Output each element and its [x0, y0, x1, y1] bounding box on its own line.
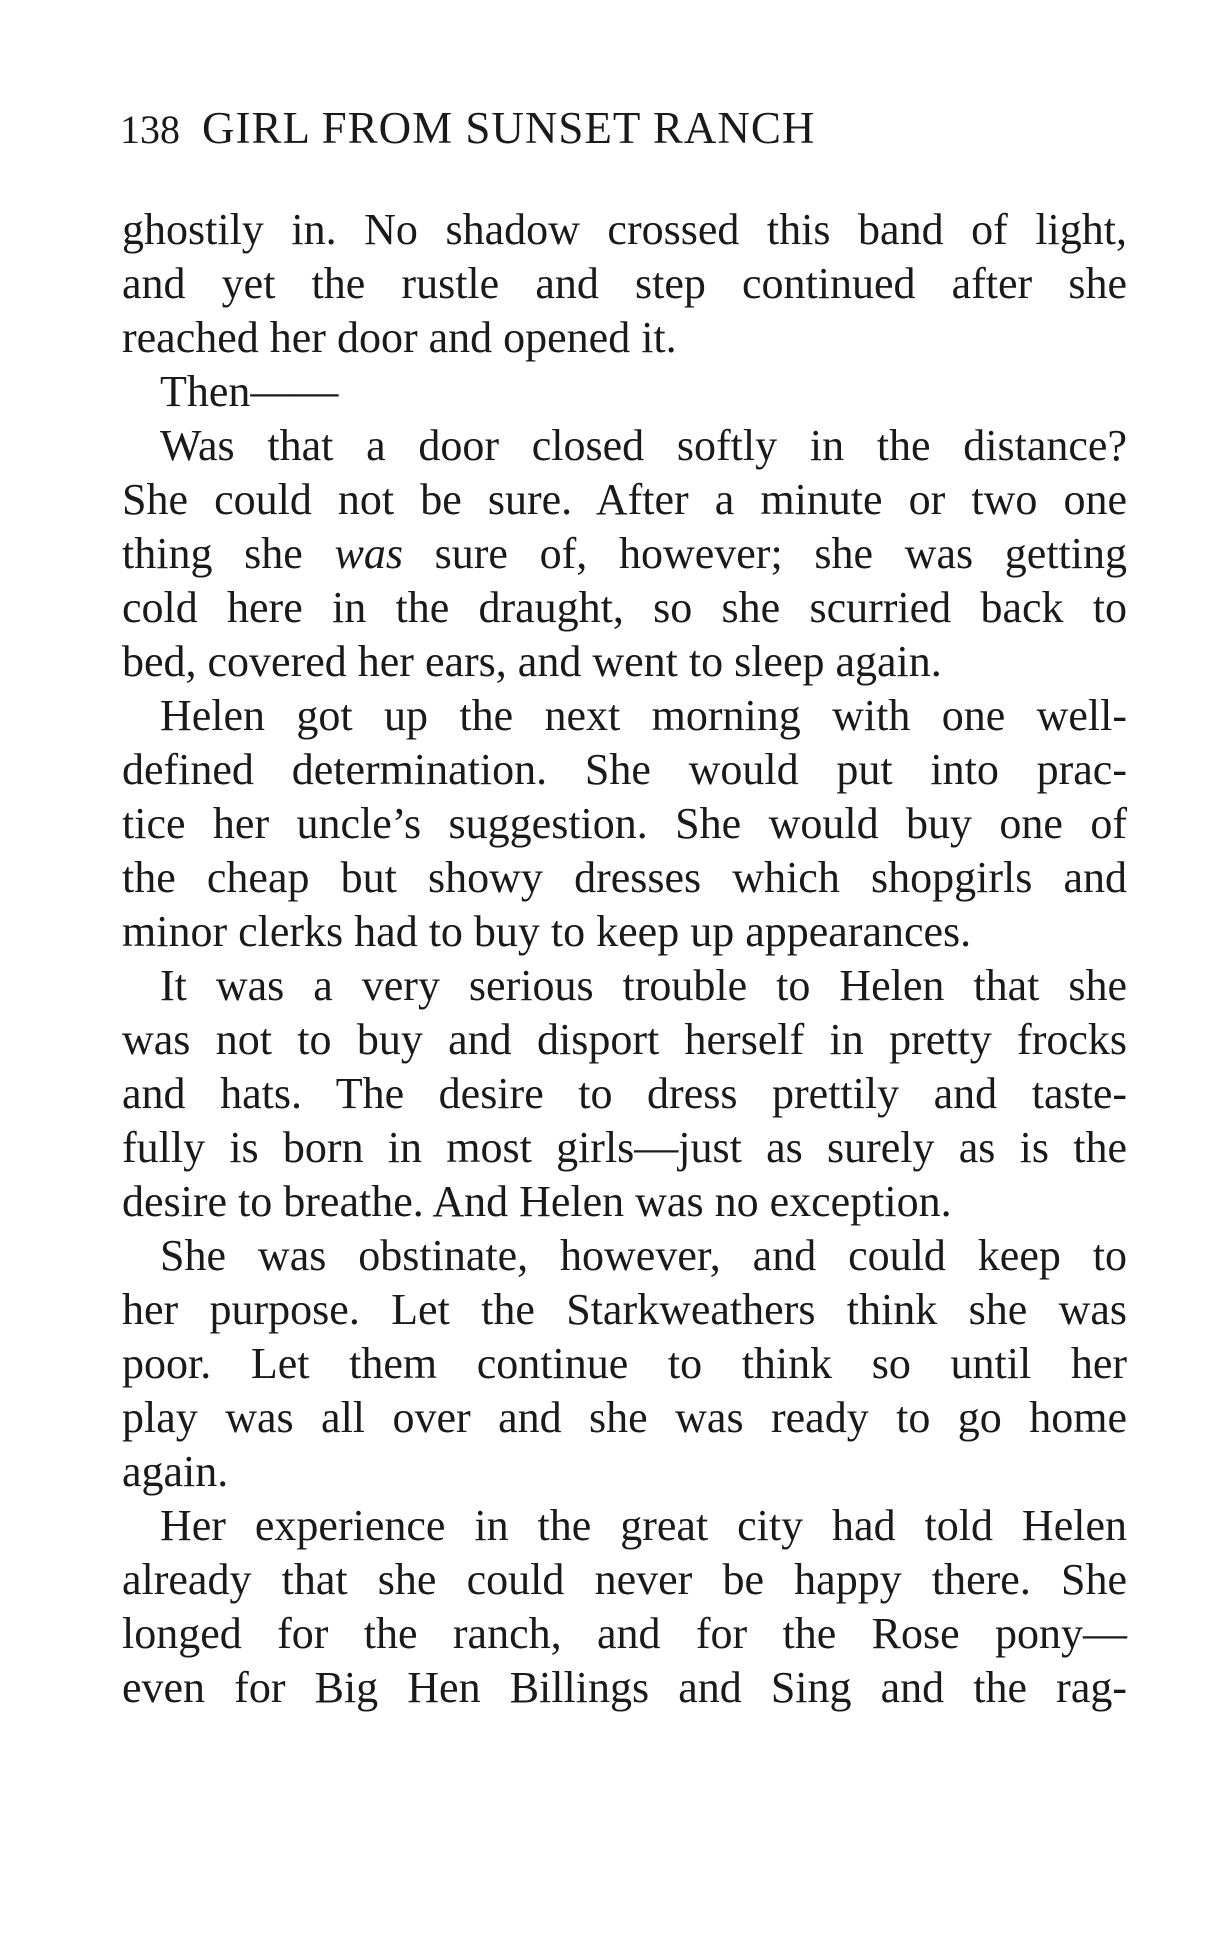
text-line: tice her uncle’s suggestion. She would buy one of: [122, 799, 1127, 848]
text-line: her purpose. Let the Starkweathers think she was: [122, 1285, 1127, 1334]
text-line: and yet the rustle and step continued after she: [122, 259, 1127, 308]
text-line: minor clerks had to buy to keep up appearances.: [122, 907, 972, 956]
text-line: again.: [122, 1447, 229, 1496]
text-line: defined determination. She would put into prac-: [122, 745, 1127, 794]
italic-emphasis: was: [334, 529, 403, 578]
text-line: longed for the ranch, and for the Rose pony—: [122, 1609, 1127, 1658]
text-line: poor. Let them continue to think so until her: [122, 1339, 1127, 1388]
text-line: and hats. The desire to dress prettily and taste-: [122, 1069, 1127, 1118]
text-line: play was all over and she was ready to go home: [122, 1393, 1127, 1442]
text-line: Then——: [160, 367, 339, 416]
running-head: [120, 98, 1120, 158]
text-line: already that she could never be happy there. She: [122, 1555, 1127, 1604]
text-line: [122, 527, 1127, 581]
text-segment: thing she: [122, 529, 335, 578]
text-segment: sure of, however; she was getting: [402, 529, 1127, 578]
text-line: desire to breathe. And Helen was no exception.: [122, 1177, 952, 1226]
text-line: the cheap but showy dresses which shopgirls and: [122, 853, 1127, 902]
text-line: She could not be sure. After a minute or two one: [122, 475, 1127, 524]
text-line: Was that a door closed softly in the distance?: [160, 421, 1127, 470]
page-number: 138: [120, 107, 180, 152]
text-line: It was a very serious trouble to Helen that she: [160, 961, 1127, 1010]
text-line: ghostily in. No shadow crossed this band of light,: [122, 205, 1127, 254]
text-line: Helen got up the next morning with one well-: [160, 691, 1127, 740]
text-line: Her experience in the great city had told Helen: [160, 1501, 1127, 1550]
book-title: GIRL FROM SUNSET RANCH: [202, 103, 816, 153]
body-text: [122, 203, 1127, 1715]
text-line: reached her door and opened it.: [122, 313, 677, 362]
text-line: was not to buy and disport herself in pretty frocks: [122, 1015, 1127, 1064]
text-line: bed, covered her ears, and went to sleep again.: [122, 637, 942, 686]
text-line: fully is born in most girls—just as surely as is the: [122, 1123, 1127, 1172]
text-line: cold here in the draught, so she scurried back to: [122, 583, 1127, 632]
text-line: even for Big Hen Billings and Sing and the rag-: [122, 1663, 1127, 1712]
text-line: She was obstinate, however, and could keep to: [160, 1231, 1127, 1280]
